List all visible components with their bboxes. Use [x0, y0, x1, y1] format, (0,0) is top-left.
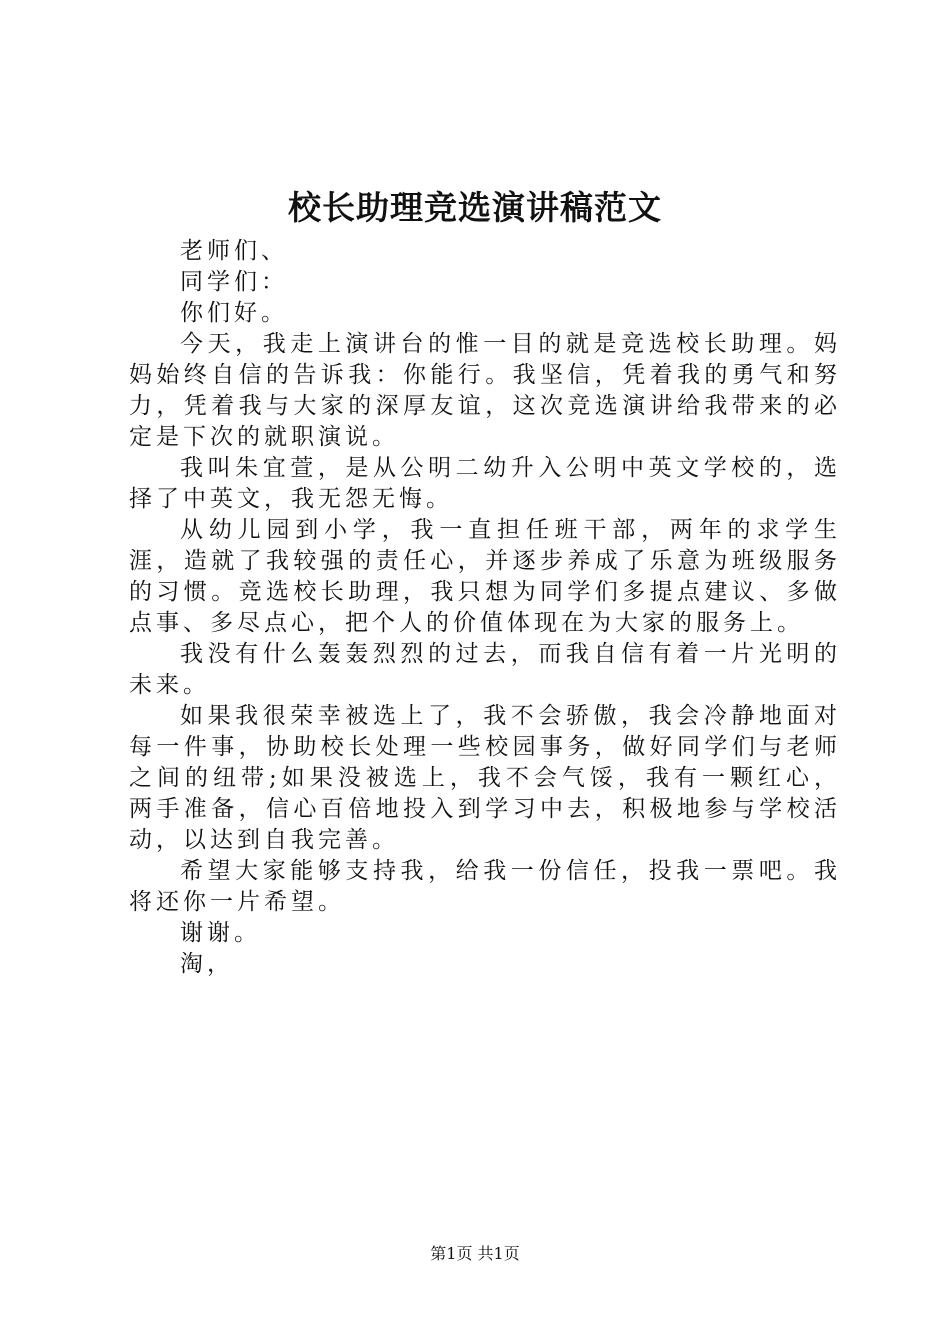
- paragraph: 希望大家能够支持我，给我一份信任，投我一票吧。我将还你一片希望。: [129, 858, 841, 915]
- paragraph: 今天，我走上演讲台的惟一目的就是竞选校长助理。妈妈始终自信的告诉我：你能行。我坚信，凭着我的勇气和努力，凭着我与大家的深厚友谊，这次竞选演讲给我带来的必定是下次的就职演说。: [129, 331, 841, 450]
- page-footer: 第1页 共1页: [430, 1244, 520, 1263]
- paragraph: 淘，: [180, 951, 234, 977]
- paragraph: 我没有什么轰轰烈烈的过去，而我自信有着一片光明的未来。: [129, 641, 841, 698]
- document-body: [129, 236, 841, 980]
- paragraph: 你们好。: [180, 300, 288, 326]
- paragraph: 我叫朱宜萱，是从公明二幼升入公明中英文学校的，选择了中英文，我无怨无悔。: [129, 455, 841, 512]
- paragraph: 同学们：: [180, 269, 288, 295]
- paragraph: 老师们、: [180, 238, 288, 264]
- document-title: 校长助理竞选演讲稿范文: [288, 188, 662, 227]
- paragraph: 如果我很荣幸被选上了，我不会骄傲，我会冷静地面对每一件事，协助校长处理一些校园事务，做好同学们与老师之间的纽带;如果没被选上，我不会气馁，我有一颗红心，两手准备，信心百倍地投入到学习中去，积极地参与学校活动，以达到自我完善。: [129, 703, 841, 853]
- paragraph: 谢谢。: [180, 920, 261, 946]
- paragraph: 从幼儿园到小学，我一直担任班干部，两年的求学生涯，造就了我较强的责任心，并逐步养成了乐意为班级服务的习惯。竞选校长助理，我只想为同学们多提点建议、多做点事、多尽点心，把个人的价值体现在为大家的服务上。: [129, 517, 841, 636]
